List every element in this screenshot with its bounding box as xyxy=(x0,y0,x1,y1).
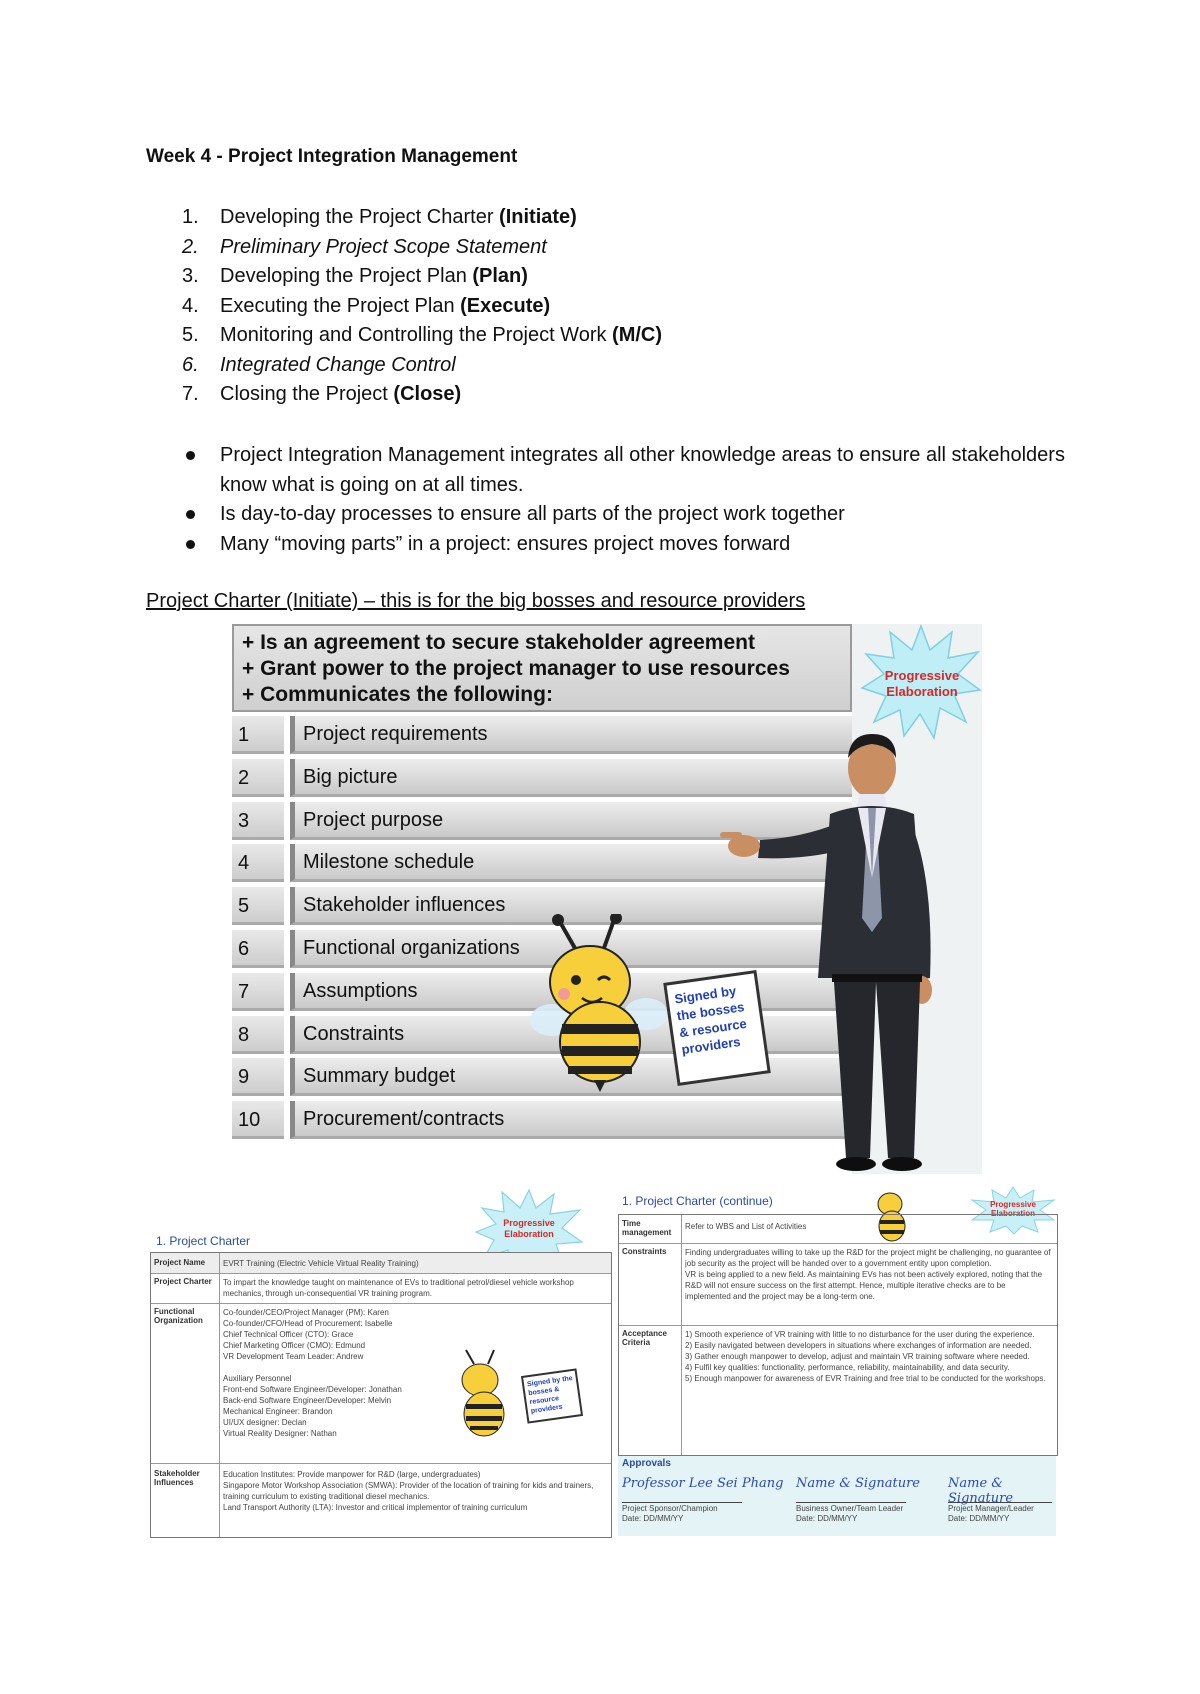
bee-mascot-illustration xyxy=(524,914,674,1094)
project-charter-subheading: Project Charter (Initiate) – this is for the big bosses and resource providers xyxy=(146,590,806,612)
step-number: 7. xyxy=(182,383,199,405)
step-phase: (Execute) xyxy=(460,294,551,317)
charter-item-text: Constraints xyxy=(290,1016,852,1054)
row-label: Functional Organization xyxy=(154,1307,203,1325)
step-phase: (Plan) xyxy=(472,265,528,287)
step-text: Executing the Project Plan (Execute) xyxy=(220,294,551,317)
row-value: EVRT Training (Electric Vehicle Virtual Reality Training) xyxy=(223,1259,419,1268)
charter-continue-table xyxy=(618,1214,1058,1456)
charter-item-number: 6 xyxy=(232,930,284,968)
charter-item-number: 4 xyxy=(232,844,284,882)
sign-role: Project Manager/Leader Date: DD/MM/YY xyxy=(948,1504,1034,1523)
charter-title: 1. Project Charter xyxy=(156,1234,251,1248)
sign-role: Business Owner/Team Leader Date: DD/MM/YY xyxy=(796,1504,904,1523)
charter-title: 1. Project Charter (continue) xyxy=(622,1194,773,1208)
row-label: Constraints xyxy=(622,1247,667,1256)
step-phase: (Close) xyxy=(393,383,462,405)
step-item xyxy=(146,380,662,410)
signature: Name & Signature xyxy=(796,1476,920,1491)
step-item xyxy=(146,351,662,381)
page-title: Week 4 - Project Integration Management xyxy=(146,146,518,167)
step-text: Closing the Project (Close) xyxy=(220,383,462,405)
progressive-elaboration-label: Progressive Elaboration xyxy=(884,668,960,699)
charter-item-number: 8 xyxy=(232,1016,284,1054)
step-phase: (M/C) xyxy=(612,324,663,346)
charter-item-text: Project purpose xyxy=(290,802,852,840)
charter-item-text: Procurement/contracts xyxy=(290,1101,852,1139)
charter-item-number: 3 xyxy=(232,802,284,840)
step-item xyxy=(146,262,662,292)
bullet-icon xyxy=(146,500,220,530)
charter-item-number: 2 xyxy=(232,759,284,797)
signed-by-sign: Signed by the bosses & resource providers xyxy=(521,1368,583,1423)
sign-role: Project Sponsor/Champion Date: DD/MM/YY xyxy=(622,1504,718,1523)
signature: Professor Lee Sei Phang xyxy=(622,1476,784,1491)
bullet-text: Many “moving parts” in a project: ensures project moves forward xyxy=(220,532,791,555)
charter-item-number: 10 xyxy=(232,1101,284,1139)
bee-mascot-illustration xyxy=(450,1348,520,1444)
steps-list xyxy=(146,203,662,410)
step-number: 6. xyxy=(182,353,199,376)
step-number: 1. xyxy=(182,206,199,228)
row-value: Finding undergraduates willing to take up the R&D for the project might be challenging, no guarantee of job security as the project will be handed over to a government entity upon completion. VR is being applied to a new field. As maintaining EVs has not been actively explored, noting that the R&D will not ensure success on the first attempt. Hence, multiple iterative checks are to be implemented and the project may be a long-term one. xyxy=(685,1248,1051,1301)
slide-header-line: + Communicates the following: xyxy=(242,683,553,706)
step-text: Developing the Project Charter (Initiate) xyxy=(220,206,577,228)
step-number: 2. xyxy=(182,235,199,258)
step-item xyxy=(146,203,662,233)
signed-by-sign: Signed by the bosses & resource providers xyxy=(663,970,771,1086)
step-text: Monitoring and Controlling the Project Work (M/C) xyxy=(220,324,663,346)
slide-header-line: + Is an agreement to secure stakeholder agreement xyxy=(242,631,755,654)
step-number: 3. xyxy=(182,265,199,287)
bullet-list xyxy=(146,441,1066,559)
step-number: 4. xyxy=(182,294,199,317)
bullet-icon xyxy=(146,530,220,560)
bullet-icon xyxy=(146,441,220,500)
charter-item-number: 9 xyxy=(232,1058,284,1096)
charter-item-text: Stakeholder influences xyxy=(290,887,852,925)
charter-item-number: 5 xyxy=(232,887,284,925)
row-label: Project Name xyxy=(154,1258,206,1267)
step-text: Developing the Project Plan (Plan) xyxy=(220,265,528,287)
row-value: Refer to WBS and List of Activities xyxy=(685,1222,807,1231)
row-label: Acceptance Criteria xyxy=(622,1329,667,1347)
step-number: 5. xyxy=(182,324,199,346)
approvals-label: Approvals xyxy=(622,1458,671,1469)
bullet-item xyxy=(146,441,1066,500)
progressive-elaboration-label: Progressive Elaboration xyxy=(503,1218,555,1239)
row-value: Education Institutes: Provide manpower for R&D (large, undergraduates) Singapore Motor Workshop Association (SMWA): Provider of the location of training for kids and trainers, training curriculum to existing traditional diesel mechanics. Land Transport Authority (LTA): Investor and critical implementor of training curriculum xyxy=(223,1470,594,1512)
step-item xyxy=(146,292,662,322)
charter-item-text: Functional organizations xyxy=(290,930,852,968)
step-item xyxy=(146,233,662,263)
charter-item-text: Big picture xyxy=(290,759,852,797)
businessman-illustration xyxy=(700,728,960,1174)
row-label: Project Charter xyxy=(154,1277,212,1286)
charter-item-number: 7 xyxy=(232,973,284,1011)
bullet-text: Project Integration Management integrates all other knowledge areas to ensure all stakeholders know what is going on at all times. xyxy=(220,444,1065,496)
step-text: Integrated Change Control xyxy=(220,353,456,376)
row-value: To impart the knowledge taught on maintenance of EVs to traditional petrol/diesel vehicle workshop mechanics, through un-consequential VR training program. xyxy=(223,1278,574,1298)
step-item xyxy=(146,321,662,351)
slide-header-line: + Grant power to the project manager to use resources xyxy=(242,657,790,680)
bullet-item xyxy=(146,530,1066,560)
charter-item-text: Summary budget xyxy=(290,1058,852,1096)
charter-item-text: Assumptions xyxy=(290,973,852,1011)
bullet-text: Is day-to-day processes to ensure all parts of the project work together xyxy=(220,503,845,525)
bullet-item xyxy=(146,500,1066,530)
row-label: Stakeholder Influences xyxy=(154,1469,200,1487)
step-text: Preliminary Project Scope Statement xyxy=(220,235,547,258)
slide-header xyxy=(232,624,852,712)
row-value: Co-founder/CEO/Project Manager (PM): Karen Co-founder/CFO/Head of Procurement: Isabelle Chief Technical Officer (CTO): Grace Chief Marketing Officer (CMO): Edmund VR Development Team Leader: Andrew Auxiliary Personnel Front-end Software Engineer/Developer: Jonathan Back-end Software Engineer/Developer: Melvin Mechanical Engineer: Brandon UI/UX designer: Declan Virtual Reality Designer: Nathan xyxy=(223,1308,402,1438)
project-charter-continue-thumbnail xyxy=(618,1186,1058,1538)
step-phase: (Initiate) xyxy=(499,206,577,228)
project-charter-thumbnail xyxy=(150,1188,612,1538)
project-charter-slide xyxy=(232,624,982,1174)
signature: Name & Signature xyxy=(948,1476,1014,1506)
charter-item-text: Milestone schedule xyxy=(290,844,852,882)
row-value: 1) Smooth experience of VR training with little to no disturbance for the user during the experience. 2) Easily navigated between developers in situations where exchanges of information are needed. 3) Gather enough manpower to develop, adjust and maintain VR training software where needed. 4) Fulfil key qualities: functionality, performance, reliability, maintainability, and data security. 5) Enough manpower for awareness of EVR Training and free trial to be conducted for the workshops. xyxy=(685,1330,1046,1383)
charter-item-text: Project requirements xyxy=(290,716,852,754)
row-label: Time management xyxy=(622,1219,672,1237)
charter-item-number: 1 xyxy=(232,716,284,754)
progressive-elaboration-label: Progressive Elaboration xyxy=(990,1200,1036,1218)
